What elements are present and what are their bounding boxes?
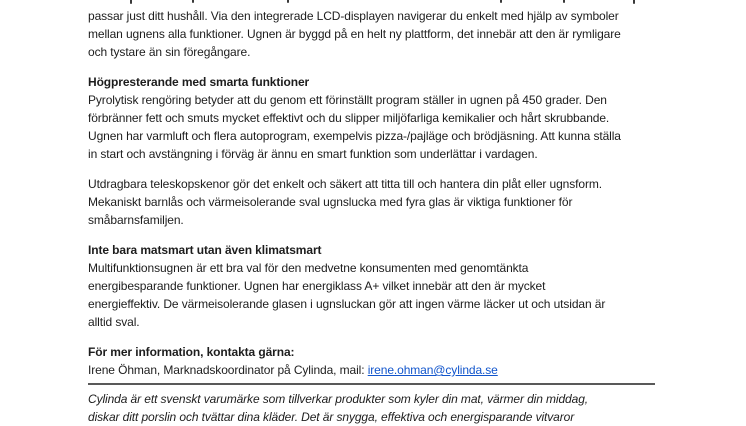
intro-paragraph <box>88 7 658 61</box>
text-line: diskar ditt porslin och tvättar dina kläder. Det är snygga, effektiva och energisparande vitvaror <box>88 410 575 424</box>
climate-paragraph <box>88 259 658 331</box>
text-line: passar just ditt hushåll. Via den integrerade LCD-displayen navigerar du enkelt med hjälp av symboler <box>88 9 619 23</box>
contact-line <box>88 361 658 379</box>
performance-paragraph <box>88 91 658 163</box>
text-line: in start och avstängning i förväg är ännu en smart funktion som underlättar i vardagen. <box>88 147 538 161</box>
text-line: Multifunktionsugnen är ett bra val för den medvetne konsumenten med genomtänkta <box>88 261 529 275</box>
text-line: mellan ugnens alla funktioner. Ugnen är byggd på en helt ny plattform, det innebär att den är rymligare <box>88 27 621 41</box>
text-line: Pyrolytisk rengöring betyder att du genom ett förinställt program ställer in ugnen på 450 grader. Den <box>88 93 607 107</box>
text-line: energibesparande funktioner. Ugnen har energiklass A+ vilket innebär att den är mycket <box>88 279 546 293</box>
contact-heading: För mer information, kontakta gärna: <box>88 345 295 359</box>
text-line: och tystare än sin föregångare. <box>88 45 251 59</box>
text-line: Mekaniskt barnlås och värmeisolerande sval ugnslucka med fyra glas är viktiga funktioner för <box>88 195 573 209</box>
safety-paragraph <box>88 175 658 229</box>
document-body <box>88 0 658 426</box>
section-heading-performance: Högpresterande med smarta funktioner <box>88 75 310 89</box>
email-link[interactable]: irene.ohman@cylinda.se <box>367 363 498 377</box>
text-line: Ugnen har varmluft och flera autoprogram, exempelvis pizza-/pajläge och brödjäsning. Att kunna ställa <box>88 129 621 143</box>
contact-text: Irene Öhman, Marknadskoordinator på Cylinda, mail: <box>88 363 368 377</box>
divider-rule <box>88 383 655 385</box>
text-line: Utdragbara teleskopskenor gör det enkelt och säkert att titta till och hantera din plåt eller ugnsform. <box>88 177 602 191</box>
text-line: energieffektiv. De värmeisolerande glasen i ugnsluckan gör att ingen värme läcker ut och utsidan är <box>88 297 606 311</box>
text-line: småbarnsfamiljen. <box>88 213 184 227</box>
text-line: förbränner fett och smuts mycket effektivt och du slipper miljöfarliga kemikalier och hårt skrubbande. <box>88 111 610 125</box>
text-line: alltid sval. <box>88 315 140 329</box>
section-heading-climate: Inte bara matsmart utan även klimatsmart <box>88 243 322 257</box>
footer-boilerplate <box>88 390 658 426</box>
text-line: Cylinda är ett svenskt varumärke som tillverkar produkter som kyler din mat, värmer din middag, <box>88 392 589 406</box>
